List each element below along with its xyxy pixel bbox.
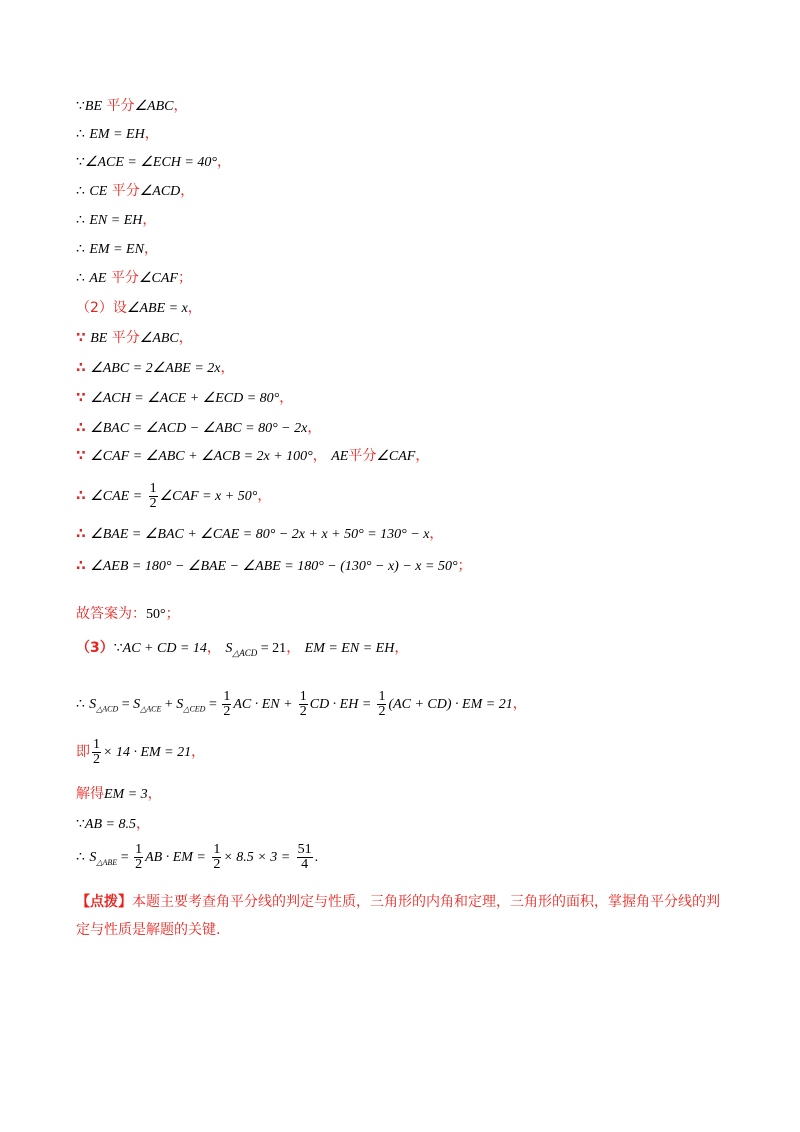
fraction: $\frac{1}{2}$ bbox=[299, 689, 307, 719]
proof-line: ∵ BE 平分∠ABC， bbox=[76, 330, 193, 346]
proof-line: ∴ ∠CAE = $\frac{1}{2}$ ∠CAF = x + 50°， bbox=[76, 480, 272, 511]
key-point-note bbox=[76, 888, 726, 944]
proof-line: ∴ ∠BAC = ∠ACD − ∠ABC = 80° − 2x， bbox=[76, 420, 322, 436]
proof-line: ∴ $S_{\triangle ABE}$ = $\frac{1}{2}$ AB · EM = $\frac{1}{2}$ × 8.5 × 3 = $\frac{51}{4}$ . bbox=[76, 841, 319, 872]
fraction: $\frac{1}{2}$ bbox=[378, 689, 386, 719]
fraction: $\frac{1}{2}$ bbox=[93, 736, 100, 767]
proof-line: ∴ ∠ABC = 2∠ABE = 2x， bbox=[76, 360, 235, 376]
proof-line: ∴ EM = EH， bbox=[76, 126, 159, 142]
proof-line: ∴ AE 平分∠CAF； bbox=[76, 270, 192, 286]
proof-line: ∵AB = 8.5， bbox=[76, 816, 150, 832]
note-tag: 【点拨】 bbox=[76, 894, 132, 910]
note-text: 本题主要考查角平分线的判定与性质，三角形的内角和定理，三角形的面积，掌握角平分线的判定与性质是解题的关键. bbox=[76, 894, 720, 938]
proof-line: ∴ EN = EH， bbox=[76, 212, 157, 228]
proof-line: ∴ ∠AEB = 180° − ∠BAE − ∠ABE = 180° − (130° − x) − x = 50°； bbox=[76, 558, 472, 574]
fraction: $\frac{1}{2}$ bbox=[213, 841, 221, 872]
proof-line: ∵∠ACE = ∠ECH = 40°， bbox=[76, 154, 231, 170]
fraction: $\frac{1}{2}$ bbox=[223, 689, 231, 719]
proof-line: ∴ $S_{\triangle ACD} = S_{\triangle ACE} + S_{\triangle CED}$ = $\frac{1}{2}$ AC · EN + $\frac{1}{2}$ CD · EH = $\frac{1}{2}$ (AC + CD) · EM = 21， bbox=[76, 689, 527, 719]
proof-line: ∴ CE 平分∠ACD， bbox=[76, 183, 195, 199]
fraction: $\frac{51}{4}$ bbox=[297, 841, 312, 872]
proof-line: ∴ EM = EN， bbox=[76, 241, 158, 257]
proof-line: 即 $\frac{1}{2}$ × 14 · EM = 21， bbox=[76, 736, 206, 767]
proof-line: ∵ ∠CAF = ∠ABC + ∠ACB = 2x + 100°， AE平分∠CAF， bbox=[76, 448, 430, 464]
part3-heading: （3）∵AC + CD = 14， $S_{\triangle ACD} = 21$， EM = EN = EH， bbox=[76, 640, 409, 658]
proof-line: 解得EM = 3， bbox=[76, 786, 162, 802]
part2-heading: （2）设∠ABE = x， bbox=[76, 300, 202, 316]
proof-line: ∴ ∠BAE = ∠BAC + ∠CAE = 80° − 2x + x + 50° = 130° − x， bbox=[76, 526, 444, 542]
answer-line: 故答案为：50°； bbox=[76, 606, 180, 622]
fraction: $\frac{1}{2}$ bbox=[149, 480, 157, 511]
fraction: $\frac{1}{2}$ bbox=[135, 841, 143, 872]
proof-line: ∵ ∠ACH = ∠ACE + ∠ECD = 80°， bbox=[76, 390, 294, 406]
proof-line: ∵BE 平分∠ABC， bbox=[76, 98, 188, 114]
